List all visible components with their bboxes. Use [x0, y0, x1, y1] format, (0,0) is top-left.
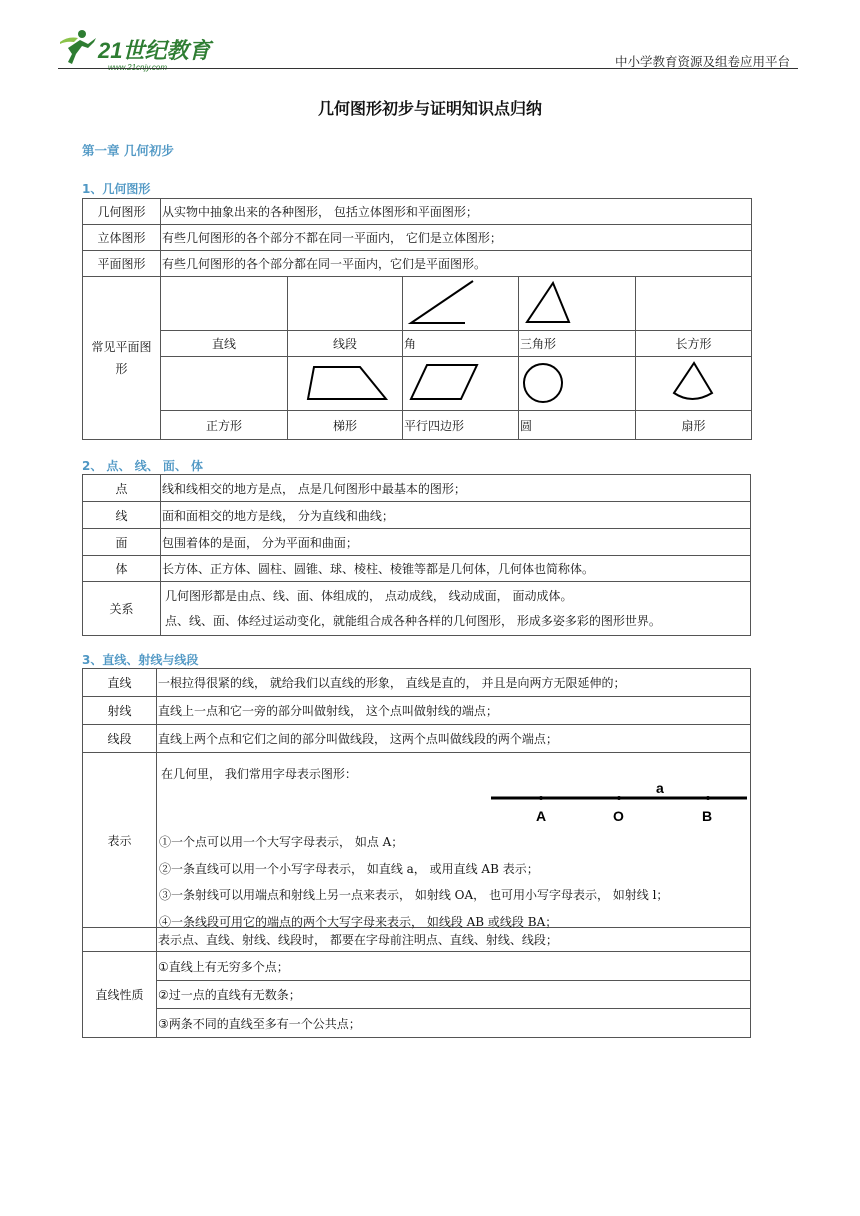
row-text: 线和线相交的地方是点， 点是几何图形中最基本的图形； [161, 475, 751, 502]
line-diagram [491, 779, 753, 823]
header-divider [58, 68, 798, 69]
row-label: 线 [83, 502, 161, 529]
shape-name: 梯形 [288, 411, 403, 440]
shapes-label: 常见平面图形 [83, 277, 161, 440]
triangle-figure [519, 277, 636, 331]
point-a-dot [539, 796, 543, 800]
table-row [83, 556, 751, 582]
row-label: 几何图形 [83, 199, 161, 225]
shape-name: 圆 [519, 411, 636, 440]
table-row [83, 225, 752, 251]
shape-name: 线段 [288, 331, 403, 357]
section1-table [82, 198, 752, 440]
section3-heading: 3、直线、射线与线段 [82, 653, 199, 667]
row-label: 表示 [83, 753, 157, 928]
row-text: 包围着体的是面， 分为平面和曲面； [161, 529, 751, 556]
table-row [83, 725, 751, 753]
table-row [83, 669, 751, 697]
row-label: 点 [83, 475, 161, 502]
label-b: B [702, 808, 713, 823]
section2-heading: 2、 点、 线、 面、 体 [82, 459, 204, 473]
row-label: 关系 [83, 582, 161, 636]
repr-note: 表示点、直线、射线、线段时， 都要在字母前注明点、直线、射线、线段； [157, 928, 751, 952]
row-label: 直线 [83, 669, 157, 697]
section1-heading: 1、几何图形 [82, 182, 151, 196]
prop-line: ③两条不同的直线至多有一个公共点； [157, 1009, 751, 1038]
shape-name: 角 [403, 331, 519, 357]
table-row [83, 475, 751, 502]
logo-text: 21世纪教育 [98, 38, 211, 63]
row-text: 从实物中抽象出来的各种图形， 包括立体图形和平面图形； [161, 199, 752, 225]
repr-line: ①一个点可以用一个大写字母表示， 如点 A； [159, 835, 404, 849]
row-label: 直线性质 [83, 952, 157, 1038]
relation-line: 点、线、面、体经过运动变化，就能组合成各种各样的几何图形， 形成多姿多彩的图形世界。 [165, 613, 661, 628]
logo-url: www.21cnjy.com [108, 63, 167, 72]
repr-line: ④一条线段可用它的端点的两个大写字母来表示， 如线段 AB 或线段 BA； [159, 914, 558, 929]
prop-line: ①直线上有无穷多个点； [157, 952, 751, 981]
row-text: 直线上两个点和它们之间的部分叫做线段， 这两个点叫做线段的两个端点； [157, 725, 751, 753]
header-platform-text: 中小学教育资源及组卷应用平台 [614, 54, 790, 69]
table-row [83, 529, 751, 556]
row-text: 有些几何图形的各个部分不都在同一平面内， 它们是立体图形； [161, 225, 752, 251]
chapter-heading: 第一章 几何初步 [82, 143, 174, 158]
point-o-dot [617, 796, 621, 800]
table-row [83, 502, 751, 529]
shape-name: 长方形 [636, 331, 752, 357]
sector-figure [636, 357, 752, 411]
row-text: 长方体、正方体、圆柱、圆锥、球、棱柱、棱锥等都是几何体，几何体也简称体。 [161, 556, 751, 582]
shape-name: 直线 [161, 331, 288, 357]
page-title: 几何图形初步与证明知识点归纳 [317, 99, 542, 118]
trapezoid-figure [288, 357, 403, 411]
angle-figure [403, 277, 519, 331]
relation-line: 几何图形都是由点、线、面、体组成的， 点动成线， 线动成面， 面动成体。 [165, 588, 573, 603]
empty-cell [83, 928, 157, 952]
table-row [83, 582, 751, 636]
row-label: 面 [83, 529, 161, 556]
logo-icon [58, 28, 228, 72]
square-figure [161, 357, 288, 411]
row-text: 面和面相交的地方是线， 分为直线和曲线； [161, 502, 751, 529]
label-o: O [613, 808, 624, 823]
repr-line: ③一条射线可以用端点和射线上另一点来表示， 如射线 OA， 也可用小写字母表示， 如射线 l； [159, 888, 669, 902]
label-a: A [536, 808, 547, 823]
rectangle-figure [636, 277, 752, 331]
row-label: 平面图形 [83, 251, 161, 277]
table-row [83, 697, 751, 725]
circle-figure [519, 357, 636, 411]
section2-table [82, 474, 751, 636]
shape-name: 平行四边形 [403, 411, 519, 440]
table-row [83, 251, 752, 277]
repr-line: ②一条直线可以用一个小写字母表示， 如直线 a， 或用直线 AB 表示； [159, 861, 539, 876]
label-a-lower: a [656, 780, 664, 796]
line-figure [161, 277, 288, 331]
row-label: 体 [83, 556, 161, 582]
row-text: 有些几何图形的各个部分都在同一平面内，它们是平面图形。 [161, 251, 752, 277]
row-label: 射线 [83, 697, 157, 725]
segment-figure [288, 277, 403, 331]
row-text: 直线上一点和它一旁的部分叫做射线， 这个点叫做射线的端点； [157, 697, 751, 725]
prop-line: ②过一点的直线有无数条； [157, 981, 751, 1009]
parallelogram-figure [403, 357, 519, 411]
shape-name: 扇形 [636, 411, 752, 440]
section3-table [82, 668, 751, 1038]
shape-name: 正方形 [161, 411, 288, 440]
page-header [58, 28, 798, 72]
shape-name: 三角形 [519, 331, 636, 357]
repr-intro: 在几何里， 我们常用字母表示图形： [161, 767, 357, 781]
row-label: 立体图形 [83, 225, 161, 251]
row-text: 一根拉得很紧的线， 就给我们以直线的形象， 直线是直的， 并且是向两方无限延伸的； [157, 669, 751, 697]
point-b-dot [706, 796, 710, 800]
row-label: 线段 [83, 725, 157, 753]
table-row [83, 199, 752, 225]
